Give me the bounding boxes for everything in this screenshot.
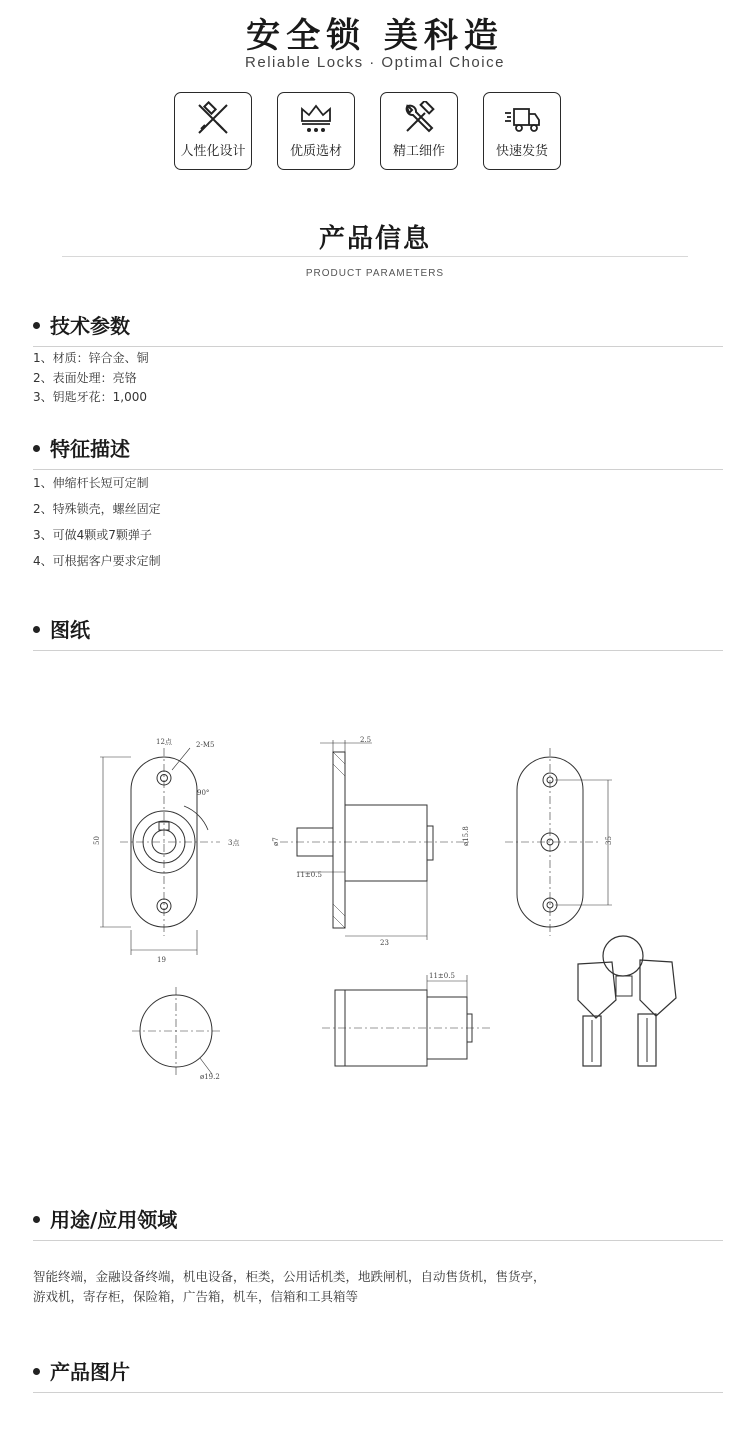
usage-text	[33, 1267, 723, 1307]
dim-label: ø7	[272, 837, 280, 846]
dim-label: 11±0.5	[296, 871, 322, 879]
feature-badge-craft	[380, 92, 458, 170]
divider	[33, 346, 723, 347]
dim-label: 50	[93, 836, 101, 845]
bullet-icon	[33, 322, 40, 329]
feature-label: 优质选材	[289, 144, 342, 159]
dim-label: 2-M5	[196, 741, 215, 749]
section-heading-usage	[33, 1204, 177, 1233]
tech-params-list	[33, 349, 149, 408]
dim-label: 2.5	[360, 736, 372, 744]
dim-label: 19	[157, 956, 166, 964]
section-heading-tech-params	[33, 310, 130, 339]
usage-line: 游戏机，寄存柜，保险箱，广告箱，机车，信箱和工具箱等	[33, 1289, 359, 1304]
divider	[33, 1240, 723, 1241]
dim-label: 23	[380, 939, 389, 947]
list-item: 4、可根据客户要求定制	[33, 554, 161, 568]
dim-label: 90°	[197, 789, 210, 797]
section-heading-text: 产品图片	[50, 1360, 130, 1384]
feature-badge-design	[174, 92, 252, 170]
bullet-icon	[33, 626, 40, 633]
divider	[33, 1392, 723, 1393]
dim-label: ø15.8	[462, 826, 470, 846]
brand-subtitle: Reliable Locks · Optimal Choice	[245, 54, 505, 71]
list-item: 3、钥匙牙花：1,000	[33, 390, 147, 404]
brand-title: 安全锁 美科造	[246, 16, 504, 56]
design-tools-icon	[193, 101, 233, 137]
dim-label: 3点	[228, 839, 240, 847]
delivery-truck-icon	[502, 101, 542, 137]
side-body	[345, 805, 427, 881]
product-info-title: 产品信息	[318, 224, 431, 254]
product-info-subtitle: PRODUCT PARAMETERS	[305, 268, 445, 279]
divider	[62, 256, 688, 257]
divider	[33, 650, 723, 651]
section-heading-text: 图纸	[50, 618, 90, 642]
list-item: 1、伸缩杆长短可定制	[33, 476, 149, 490]
bullet-icon	[33, 1368, 40, 1375]
dim-label: 11±0.5	[429, 972, 455, 980]
dim-label: 35	[605, 836, 613, 845]
section-heading-photos	[33, 1356, 130, 1385]
section-heading-drawing	[33, 614, 90, 643]
section-heading-text: 用途/应用领域	[50, 1208, 178, 1232]
list-item: 1、材质：锌合金、铜	[33, 351, 149, 365]
section-heading-text: 特征描述	[50, 437, 130, 461]
usage-line: 智能终端，金融设备终端，机电设备，柜类，公用话机类，地跌闸机，自动售货机，售货亭，	[33, 1269, 546, 1284]
dim-label: ø19.2	[200, 1073, 220, 1081]
list-item: 2、特殊锁壳，螺丝固定	[33, 502, 161, 516]
section-heading-text: 技术参数	[50, 314, 130, 338]
feature-badge-material	[277, 92, 355, 170]
feature-label: 人性化设计	[180, 144, 246, 159]
feature-label: 精工细作	[392, 144, 445, 159]
list-item: 3、可做4颗或7颗弹子	[33, 528, 152, 542]
bullet-icon	[33, 1216, 40, 1223]
section-heading-features	[33, 433, 130, 462]
bullet-icon	[33, 445, 40, 452]
list-item: 2、表面处理：亮铬	[33, 370, 137, 385]
features-list	[33, 470, 161, 574]
wrench-hammer-icon	[399, 101, 439, 137]
feature-badge-delivery	[483, 92, 561, 170]
dim-label: 12点	[156, 738, 172, 746]
technical-drawing	[0, 690, 750, 1110]
side-flange	[333, 752, 345, 928]
feature-label: 快速发货	[495, 144, 548, 159]
crown-icon	[296, 101, 336, 137]
